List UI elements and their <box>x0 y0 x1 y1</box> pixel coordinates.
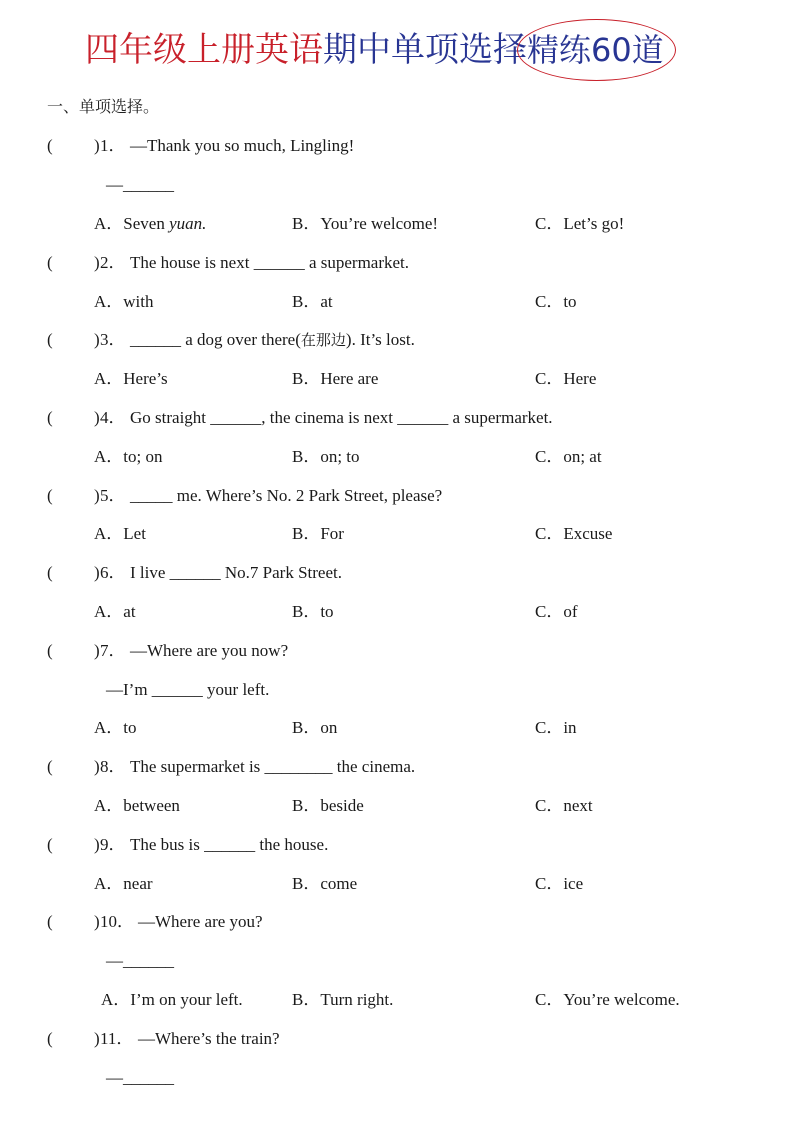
title-part-circled: 精练60道 <box>527 26 664 74</box>
answer-paren-close: ) <box>94 330 100 349</box>
option-b: B．come <box>292 874 358 893</box>
answer-paren-close: ) <box>94 563 100 582</box>
section-heading: 一、单项选择。 <box>47 97 160 116</box>
options-row <box>0 211 793 237</box>
option-a: A．near <box>94 874 153 893</box>
question-row <box>0 250 793 276</box>
option-a: A．Here’s <box>94 369 168 388</box>
question-text: I live ______ No.7 Park Street. <box>130 563 342 582</box>
question-number: 2． <box>100 253 126 272</box>
question-row <box>0 1026 793 1052</box>
option-a: A．Seven yuan. <box>94 214 207 233</box>
answer-blank: —______ <box>106 175 174 194</box>
question-text: The bus is ______ the house. <box>130 835 329 854</box>
answer-paren-open: ( <box>47 136 53 155</box>
answer-paren-close: ) <box>94 1029 100 1048</box>
option-c: C．ice <box>535 874 584 893</box>
options-row <box>0 715 793 741</box>
option-b: B．You’re welcome! <box>292 214 439 233</box>
question-sub-line <box>0 1065 793 1091</box>
option-a: A．I’m on your left. <box>101 990 243 1009</box>
answer-paren-open: ( <box>47 253 53 272</box>
option-b: B．to <box>292 602 334 621</box>
option-a: A．to; on <box>94 447 163 466</box>
answer-paren-close: ) <box>94 912 100 931</box>
question-text: The house is next ______ a supermarket. <box>130 253 410 272</box>
answer-paren-open: ( <box>47 835 53 854</box>
question-number: 8． <box>100 757 126 776</box>
answer-paren-open: ( <box>47 641 53 660</box>
answer-paren-open: ( <box>47 563 53 582</box>
question-row <box>0 327 793 353</box>
question-text: —Where’s the train? <box>138 1029 280 1048</box>
option-b: B．beside <box>292 796 364 815</box>
answer-paren-close: ) <box>94 136 100 155</box>
option-a: A．to <box>94 718 137 737</box>
question-row <box>0 638 793 664</box>
question-row <box>0 909 793 935</box>
option-b: B．Turn right. <box>292 990 394 1009</box>
answer-paren-close: ) <box>94 757 100 776</box>
option-c: C．Here <box>535 369 597 388</box>
question-number: 5． <box>100 486 126 505</box>
question-number: 10． <box>100 912 134 931</box>
option-c: C．Let’s go! <box>535 214 625 233</box>
option-a: A．with <box>94 292 154 311</box>
answer-blank: —______ <box>106 1068 174 1087</box>
question-row <box>0 832 793 858</box>
option-c: C．next <box>535 796 593 815</box>
question-row <box>0 405 793 431</box>
question-text: Go straight ______, the cinema is next ______ a supermarket. <box>130 408 553 427</box>
options-row <box>0 289 793 315</box>
option-c: C．Excuse <box>535 524 613 543</box>
answer-paren-open: ( <box>47 912 53 931</box>
option-b: B．Here are <box>292 369 379 388</box>
options-row <box>0 599 793 625</box>
question-number: 4． <box>100 408 126 427</box>
question-number: 3． <box>100 330 126 349</box>
option-c: C．in <box>535 718 577 737</box>
option-b: B．at <box>292 292 333 311</box>
option-c: C．to <box>535 292 577 311</box>
question-sub-line <box>0 677 793 703</box>
answer-paren-close: ) <box>94 486 100 505</box>
question-number: 1． <box>100 136 126 155</box>
question-number: 11． <box>100 1029 134 1048</box>
question-row <box>0 483 793 509</box>
question-text: —Thank you so much, Lingling! <box>130 136 355 155</box>
answer-paren-open: ( <box>47 486 53 505</box>
title-part-red: 四年级上册英语 <box>85 30 323 70</box>
options-row <box>0 793 793 819</box>
options-row <box>0 987 793 1013</box>
question-number: 6． <box>100 563 126 582</box>
option-a: A．at <box>94 602 136 621</box>
options-row <box>0 521 793 547</box>
question-number: 7． <box>100 641 126 660</box>
answer-blank: —______ <box>106 951 174 970</box>
options-row <box>0 366 793 392</box>
answer-paren-close: ) <box>94 835 100 854</box>
page-title <box>85 26 664 74</box>
option-c: C．of <box>535 602 578 621</box>
answer-paren-open: ( <box>47 408 53 427</box>
question-text: —Where are you now? <box>130 641 289 660</box>
option-a: A．Let <box>94 524 146 543</box>
answer-paren-close: ) <box>94 641 100 660</box>
answer-paren-close: ) <box>94 408 100 427</box>
option-c: C．on; at <box>535 447 602 466</box>
answer-paren-open: ( <box>47 757 53 776</box>
question-sub-line <box>0 172 793 198</box>
options-row <box>0 444 793 470</box>
question-text: The supermarket is ________ the cinema. <box>130 757 416 776</box>
option-a: A．between <box>94 796 180 815</box>
option-b: B．on; to <box>292 447 360 466</box>
option-c: C．You’re welcome. <box>535 990 680 1009</box>
question-text: ______ a dog over there(在那边). It’s lost. <box>130 330 415 349</box>
title-part-blue: 期中单项选择 <box>323 30 527 70</box>
question-text: —Where are you? <box>138 912 263 931</box>
option-b: B．on <box>292 718 338 737</box>
answer-paren-open: ( <box>47 330 53 349</box>
answer-paren-open: ( <box>47 1029 53 1048</box>
answer-paren-close: ) <box>94 253 100 272</box>
question-sub-line <box>0 948 793 974</box>
answer-line: —I’m ______ your left. <box>106 680 270 699</box>
question-number: 9． <box>100 835 126 854</box>
question-text: _____ me. Where’s No. 2 Park Street, please? <box>130 486 443 505</box>
question-row <box>0 560 793 586</box>
question-row <box>0 133 793 159</box>
options-row <box>0 871 793 897</box>
option-b: B．For <box>292 524 344 543</box>
question-row <box>0 754 793 780</box>
